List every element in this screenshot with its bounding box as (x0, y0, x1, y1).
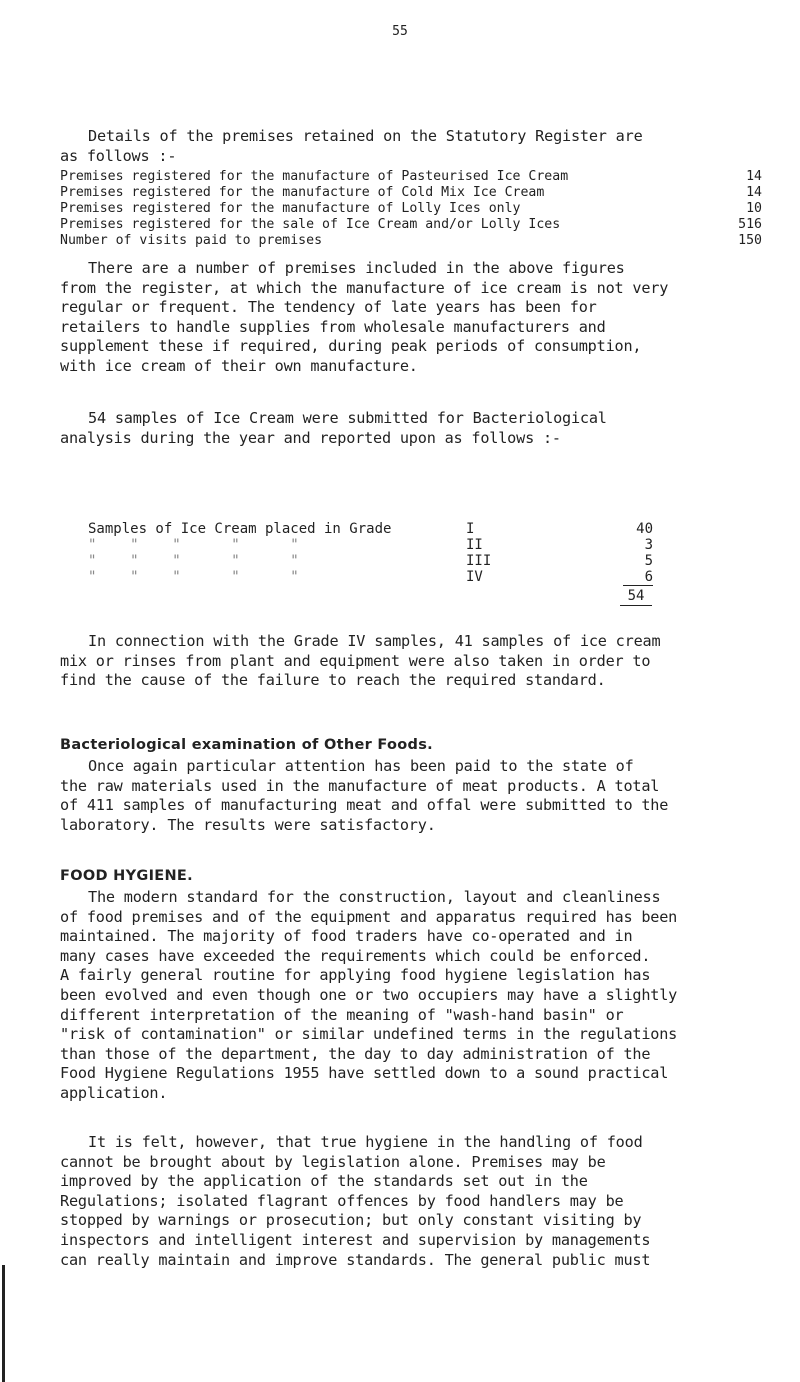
text-line: 54 samples of Ice Cream were submitted for Bacteriological (88, 409, 607, 427)
table-row (60, 217, 762, 233)
text-line: of food premises and of the equipment and apparatus required has been (60, 907, 678, 926)
samples-paragraph (60, 409, 760, 448)
row-label: Number of visits paid to premises (60, 233, 323, 248)
grade-numeral: IV (466, 569, 483, 585)
text-line: Once again particular attention has been paid to the state of (88, 757, 634, 775)
row-value: 516 (738, 217, 762, 232)
table-row (60, 169, 762, 185)
text-line: from the register, at which the manufacture of ice cream is not very (60, 278, 669, 297)
page-number: 55 (392, 24, 408, 39)
text-line: It is felt, however, that true hygiene in the handling of food (88, 1133, 643, 1151)
grade-total (620, 587, 652, 606)
row-value: 14 (746, 185, 762, 200)
bacteriological-paragraph (60, 757, 760, 835)
grade-numeral: III (466, 553, 492, 569)
text-line: Regulations; isolated flagrant offences by food handlers may be (60, 1191, 624, 1210)
grade-row (88, 569, 653, 585)
legislation-paragraph (60, 1133, 760, 1270)
text-line: mix or rinses from plant and equipment were also taken in order to (60, 651, 651, 670)
grade-numeral: I (466, 521, 475, 537)
text-line: Food Hygiene Regulations 1955 have settled down to a sound practical (60, 1064, 669, 1083)
text-line: retailers to handle supplies from wholesale manufacturers and (60, 317, 606, 336)
text-line: maintained. The majority of food traders have co-operated and in (60, 927, 633, 946)
text-line: than those of the department, the day to day administration of the (60, 1044, 651, 1063)
text-line: regular or frequent. The tendency of late years has been for (60, 298, 597, 317)
grade-count: 40 (636, 521, 653, 537)
table-row (60, 201, 762, 217)
text-line: A fairly general routine for applying food hygiene legislation has (60, 966, 651, 985)
row-label: Premises registered for the manufacture of Pasteurised Ice Cream (60, 169, 569, 184)
grade-label: Samples of Ice Cream placed in Grade (88, 521, 392, 537)
register-table (60, 169, 762, 249)
grade-count: 6 (623, 569, 653, 586)
intro-paragraph (60, 127, 760, 166)
grade-total-value: 54 (620, 587, 652, 606)
text-line: different interpretation of the meaning of "wash-hand basin" or (60, 1005, 624, 1024)
text-line: Details of the premises retained on the Statutory Register are (88, 127, 643, 145)
ditto-marks: " " " " " (88, 537, 299, 553)
text-line: The modern standard for the construction, layout and cleanliness (88, 888, 661, 906)
grade-row (88, 521, 653, 537)
table-row (60, 233, 762, 249)
row-label: Premises registered for the manufacture of Cold Mix Ice Cream (60, 185, 545, 200)
grade-numeral: II (466, 537, 483, 553)
ditto-marks: " " " " " (88, 553, 299, 569)
text-line: find the cause of the failure to reach the required standard. (60, 671, 606, 690)
text-line: In connection with the Grade IV samples, 41 samples of ice cream (88, 632, 661, 650)
row-value: 150 (738, 233, 762, 248)
text-line: supplement these if required, during peak periods of consumption, (60, 337, 642, 356)
grade4-paragraph (60, 632, 760, 691)
ditto-marks: " " " " " (88, 569, 299, 585)
text-line: stopped by warnings or prosecution; but only constant visiting by (60, 1211, 642, 1230)
row-value: 14 (746, 169, 762, 184)
grade-count: 3 (644, 537, 653, 553)
text-line: can really maintain and improve standards. The general public must (60, 1250, 651, 1269)
text-line: cannot be brought about by legislation alone. Premises may be (60, 1152, 606, 1171)
text-line: application. (60, 1083, 168, 1102)
text-line: with ice cream of their own manufacture. (60, 356, 418, 375)
grade-row (88, 537, 653, 553)
grade-row (88, 553, 653, 569)
text-line: analysis during the year and reported upon as follows :- (60, 428, 561, 447)
grade-count: 5 (644, 553, 653, 569)
section-heading-food-hygiene: FOOD HYGIENE. (60, 868, 193, 884)
text-line: There are a number of premises included in the above figures (88, 259, 625, 277)
grade-table (88, 521, 653, 585)
text-line: the raw materials used in the manufacture of meat products. A total (60, 776, 660, 795)
register-paragraph (60, 259, 760, 377)
row-value: 10 (746, 201, 762, 216)
page-edge-mark (2, 1265, 5, 1382)
row-label: Premises registered for the sale of Ice Cream and/or Lolly Ices (60, 217, 561, 232)
row-label: Premises registered for the manufacture of Lolly Ices only (60, 201, 521, 216)
text-line: as follows :- (60, 146, 177, 165)
text-line: many cases have exceeded the requirements which could be enforced. (60, 946, 651, 965)
text-line: been evolved and even though one or two occupiers may have a slightly (60, 985, 678, 1004)
table-row (60, 185, 762, 201)
text-line: of 411 samples of manufacturing meat and offal were submitted to the (60, 796, 669, 815)
food-hygiene-paragraph (60, 888, 760, 1104)
text-line: laboratory. The results were satisfactory. (60, 815, 436, 834)
section-heading-bacteriological: Bacteriological examination of Other Foods. (60, 737, 433, 753)
text-line: "risk of contamination" or similar undefined terms in the regulations (60, 1025, 678, 1044)
text-line: inspectors and intelligent interest and supervision by managements (60, 1230, 651, 1249)
text-line: improved by the application of the standards set out in the (60, 1172, 588, 1191)
